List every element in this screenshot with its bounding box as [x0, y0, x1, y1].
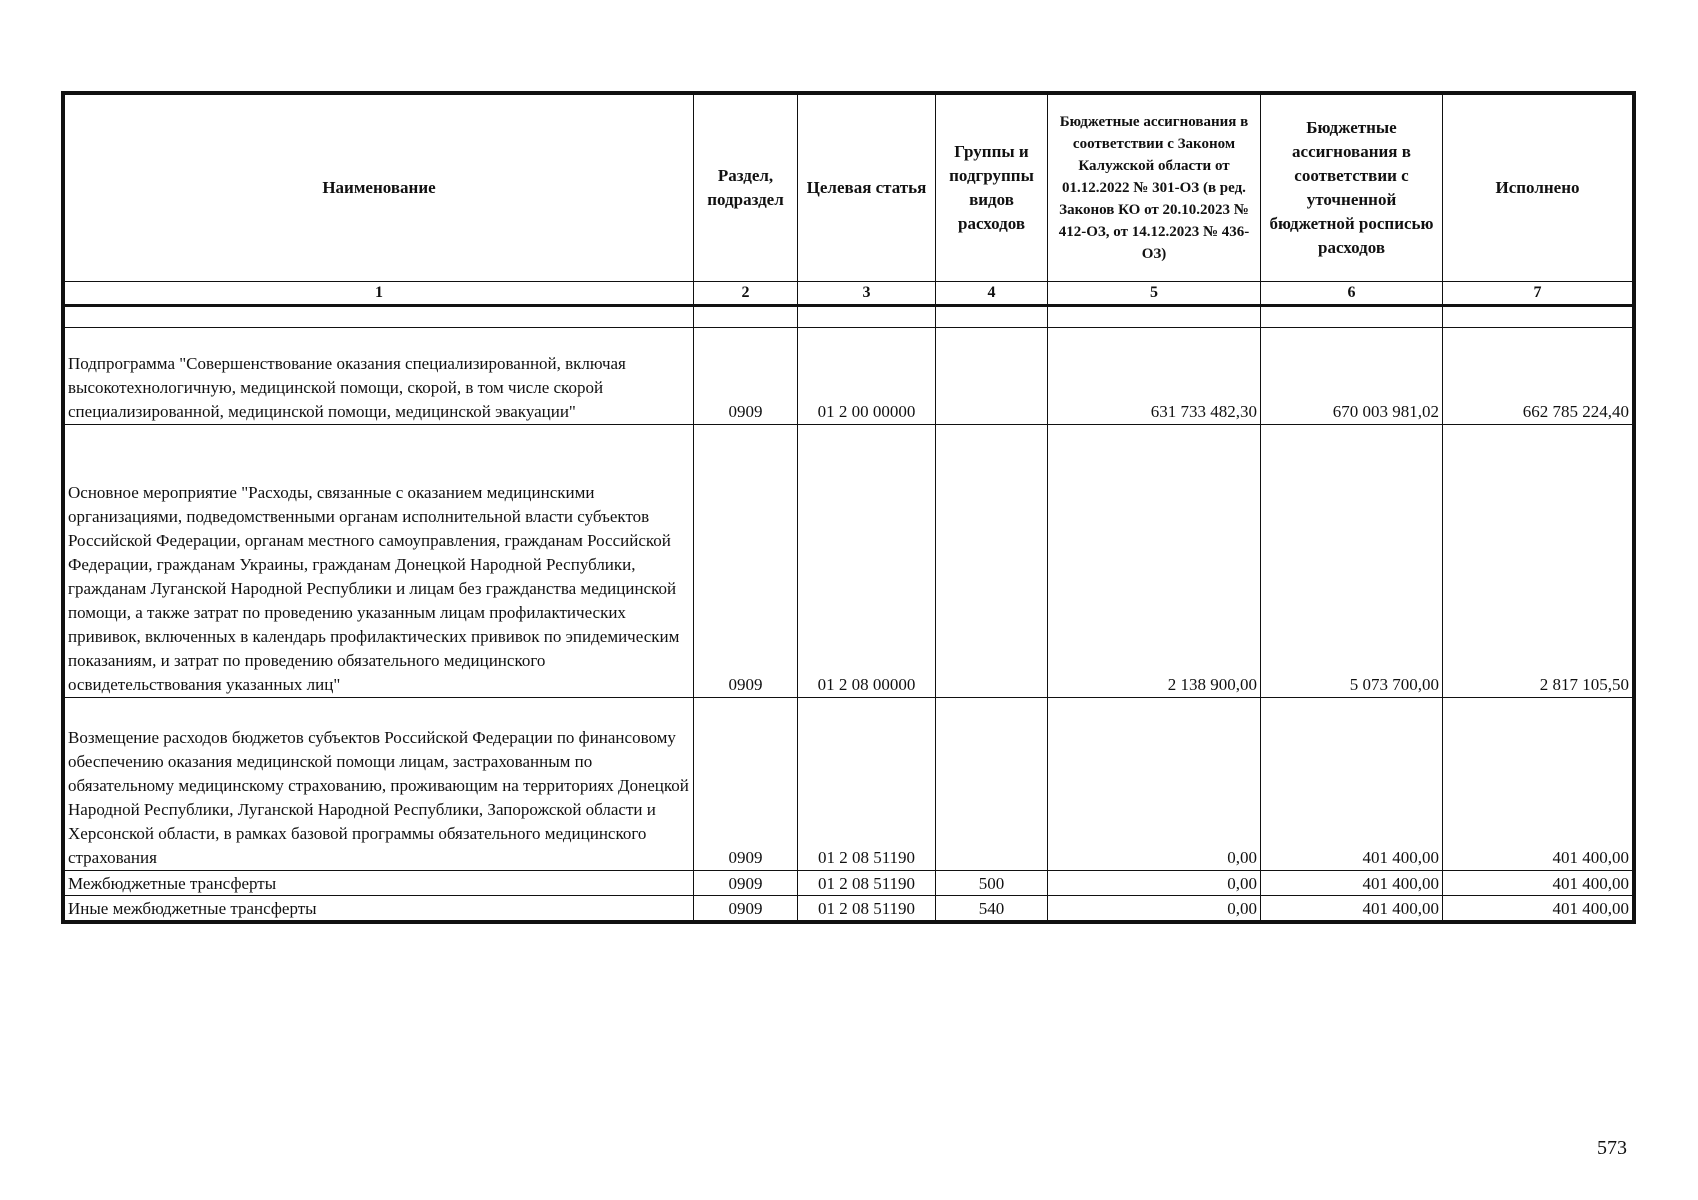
row-executed-amount: 2 817 105,50	[1443, 425, 1633, 698]
table-header	[65, 95, 1633, 306]
table-row	[65, 871, 1633, 896]
row-name: Подпрограмма "Совершенствование оказания специализированной, включая высокотехнологичную, медицинской помощи, скорой, в том числе скорой специализированной, медицинской помощи, медицинской эвакуации"	[65, 328, 694, 425]
row-group	[936, 328, 1048, 425]
row-law-amount: 0,00	[1048, 871, 1261, 896]
row-name: Межбюджетные трансферты	[65, 871, 694, 896]
row-section: 0909	[694, 328, 798, 425]
row-article: 01 2 08 51190	[798, 896, 936, 921]
row-law-amount: 631 733 482,30	[1048, 328, 1261, 425]
budget-table-container	[64, 94, 1632, 921]
row-group	[936, 698, 1048, 871]
table-row	[65, 896, 1633, 921]
spacer-cell	[1443, 306, 1633, 328]
row-law-amount: 0,00	[1048, 896, 1261, 921]
row-refined-amount: 670 003 981,02	[1261, 328, 1443, 425]
row-executed-amount: 401 400,00	[1443, 871, 1633, 896]
row-section: 0909	[694, 425, 798, 698]
header-refined-allocations: Бюджетные ассигнования в соответствии с уточненной бюджетной росписью расходов	[1261, 95, 1443, 282]
header-article: Целевая статья	[798, 95, 936, 282]
row-article: 01 2 08 00000	[798, 425, 936, 698]
spacer-cell	[798, 306, 936, 328]
table-row	[65, 698, 1633, 871]
column-number: 7	[1443, 282, 1633, 306]
column-number: 4	[936, 282, 1048, 306]
header-name: Наименование	[65, 95, 694, 282]
header-row	[65, 95, 1633, 282]
column-number: 5	[1048, 282, 1261, 306]
column-number: 1	[65, 282, 694, 306]
spacer-cell	[65, 306, 694, 328]
spacer-cell	[936, 306, 1048, 328]
row-executed-amount: 401 400,00	[1443, 896, 1633, 921]
row-refined-amount: 5 073 700,00	[1261, 425, 1443, 698]
row-name: Возмещение расходов бюджетов субъектов Российской Федерации по финансовому обеспечению оказания медицинской помощи лицам, застрахованным по обязательному медицинскому страхованию, проживающим на территориях Донецкой Народной Республики, Луганской Народной Республики, Запорожской области и Херсонской области, в рамках базовой программы обязательного медицинского страхования	[65, 698, 694, 871]
row-article: 01 2 00 00000	[798, 328, 936, 425]
table-row	[65, 328, 1633, 425]
row-refined-amount: 401 400,00	[1261, 871, 1443, 896]
column-number-row	[65, 282, 1633, 306]
row-article: 01 2 08 51190	[798, 698, 936, 871]
row-group: 500	[936, 871, 1048, 896]
row-name: Основное мероприятие "Расходы, связанные с оказанием медицинскими организациями, подведомственными органам исполнительной власти субъектов Российской Федерации, органам местного самоуправления, гражданам Российской Федерации, гражданам Украины, гражданам Донецкой Народной Республики, гражданам Луганской Народной Республики и лицам без гражданства медицинской помощи, а также затрат по проведению указанным лицам профилактических прививок, включенных в календарь профилактических прививок по эпидемическим показаниям, и затрат по проведению обязательного медицинского освидетельствования указанных лиц"	[65, 425, 694, 698]
column-number: 6	[1261, 282, 1443, 306]
row-group: 540	[936, 896, 1048, 921]
row-article: 01 2 08 51190	[798, 871, 936, 896]
row-executed-amount: 401 400,00	[1443, 698, 1633, 871]
page-number: 573	[1597, 1137, 1627, 1159]
row-group	[936, 425, 1048, 698]
row-law-amount: 0,00	[1048, 698, 1261, 871]
table-body	[65, 306, 1633, 921]
row-executed-amount: 662 785 224,40	[1443, 328, 1633, 425]
row-law-amount: 2 138 900,00	[1048, 425, 1261, 698]
column-number: 2	[694, 282, 798, 306]
row-section: 0909	[694, 896, 798, 921]
row-name: Иные межбюджетные трансферты	[65, 896, 694, 921]
header-section: Раздел, подраздел	[694, 95, 798, 282]
header-law-allocations: Бюджетные ассигнования в соответствии с Законом Калужской области от 01.12.2022 № 301-ОЗ (в ред. Законов КО от 20.10.2023 № 412-ОЗ, от 14.12.2023 № 436-ОЗ)	[1048, 95, 1261, 282]
spacer-cell	[694, 306, 798, 328]
spacer-cell	[1048, 306, 1261, 328]
column-number: 3	[798, 282, 936, 306]
spacer-cell	[1261, 306, 1443, 328]
row-refined-amount: 401 400,00	[1261, 896, 1443, 921]
row-section: 0909	[694, 871, 798, 896]
budget-table	[64, 94, 1633, 921]
table-row	[65, 425, 1633, 698]
header-executed: Исполнено	[1443, 95, 1633, 282]
spacer-row	[65, 306, 1633, 328]
row-refined-amount: 401 400,00	[1261, 698, 1443, 871]
header-expense-group: Группы и подгруппы видов расходов	[936, 95, 1048, 282]
row-section: 0909	[694, 698, 798, 871]
